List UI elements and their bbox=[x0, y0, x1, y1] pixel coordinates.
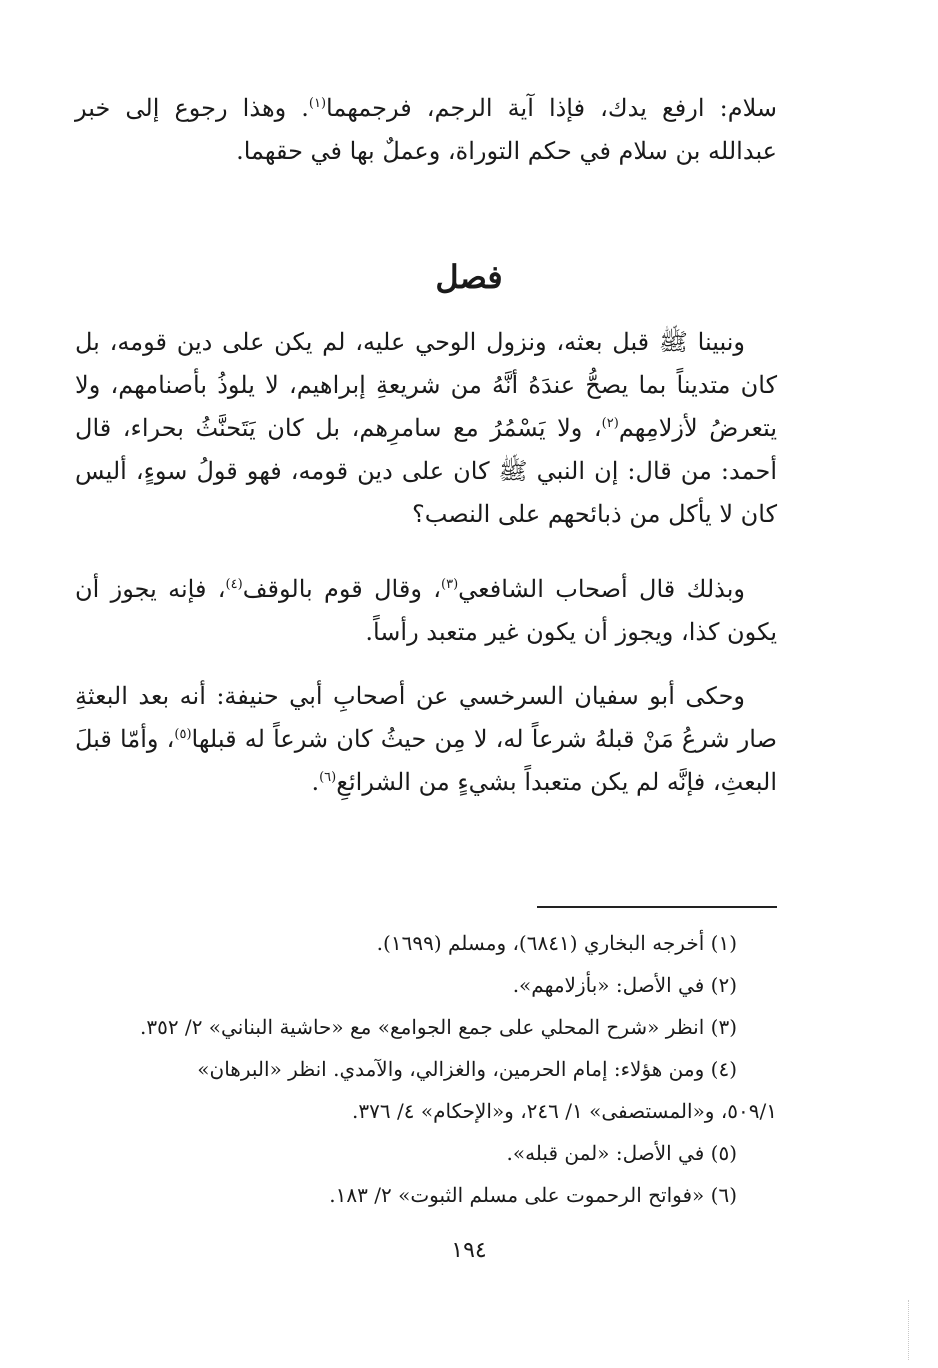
footnote-4: (٤) ومن هؤلاء: إمام الحرمين، والغزالي، والآمدي. انظر «البرهان» bbox=[197, 1057, 737, 1081]
paragraph-1-text-b: ، ولا يَسْمُرُ مع سامرِهم، بل كان يَتَحنَّثُ بحراء، قال أحمد: من قال: إن النبي ﷺ كان على دين قومه، فهو قولُ سوءٍ، أليس كان لا يأكل من ذبائحهم على النصب؟ bbox=[75, 414, 777, 528]
page-number: ١٩٤ bbox=[451, 1238, 487, 1263]
footnote-divider bbox=[537, 906, 777, 908]
paragraph-3-text-b: ، وأمّا قبلَ البعثِ، فإنَّه لم يكن متعبداً بشيءٍ من الشرائعِ bbox=[75, 725, 777, 796]
footnote-ref-5: (٥) bbox=[174, 727, 192, 742]
footnote-6: (٦) «فواتح الرحموت على مسلم الثبوت» ٢/ ١٨٣. bbox=[329, 1183, 737, 1207]
intro-line-1-tail: . وهذا رجوع إلى bbox=[125, 94, 309, 122]
footnote-3: (٣) انظر «شرح المحلي على جمع الجوامع» مع «حاشية البناني» ٢/ ٣٥٢. bbox=[139, 1015, 737, 1039]
paragraph-2-text-c: ، فإنه يجوز أن يكون كذا، ويجوز أن يكون غير متعبد رأساً. bbox=[75, 575, 777, 646]
footnote-ref-6: (٦) bbox=[319, 770, 337, 785]
paragraph-3-text-c: . bbox=[311, 768, 320, 796]
footnote-1: (١) أخرجه البخاري (٦٨٤١)، ومسلم (١٦٩٩). bbox=[376, 931, 737, 955]
footnote-4-continued: ٥٠٩/١، و«المستصفى» ١/ ٢٤٦، و«الإحكام» ٤/ ٣٧٦. bbox=[352, 1099, 777, 1123]
footnote-ref-2: (٢) bbox=[601, 416, 619, 431]
paragraph-2-text-b: ، وقال قوم بالوقف bbox=[242, 575, 442, 603]
footnote-5: (٥) في الأصل: «لمن قبله». bbox=[506, 1141, 737, 1165]
paragraph-2-text-a: وبذلك قال أصحاب الشافعي bbox=[458, 575, 745, 603]
scan-edge-mark bbox=[908, 1300, 910, 1360]
section-heading: فصل bbox=[435, 258, 503, 296]
intro-text bbox=[75, 87, 777, 173]
intro-line-2: خبر عبدالله بن سلام في حكم التوراة، وعملٌ بها في حقهما. bbox=[75, 94, 777, 165]
paragraph-2 bbox=[75, 568, 777, 654]
footnote-2: (٢) في الأصل: «بأزلامهم». bbox=[512, 973, 737, 997]
paragraph-1 bbox=[75, 321, 777, 536]
paragraph-3 bbox=[75, 675, 777, 804]
intro-paragraph bbox=[75, 87, 777, 173]
footnote-ref-1: (١) bbox=[308, 96, 327, 111]
paragraph-1-text-a: ونبينا ﷺ قبل بعثه، ونزول الوحي عليه، لم يكن على دين قومه، بل كان متديناً بما يصحُّ عندَهُ أنَّهُ من شريعةِ إبراهيم، لا يلوذُ بأصنامهم، ولا يتعرضُ لأزلامِهم bbox=[75, 328, 777, 442]
intro-line-1: سلام: ارفع يدك، فإذا آية الرجم، فرجمهما bbox=[326, 94, 777, 122]
footnotes bbox=[75, 922, 777, 1216]
paragraph-3-text-a: وحكى أبو سفيان السرخسي عن أصحابِ أبي حنيفة: أنه بعد البعثةِ صار شرعُ مَنْ قبلهُ شرعاً له، لا مِن حيثُ كان شرعاً له قبلها bbox=[75, 682, 777, 753]
footnote-ref-4: (٤) bbox=[225, 577, 243, 592]
footnote-ref-3: (٣) bbox=[441, 577, 459, 592]
